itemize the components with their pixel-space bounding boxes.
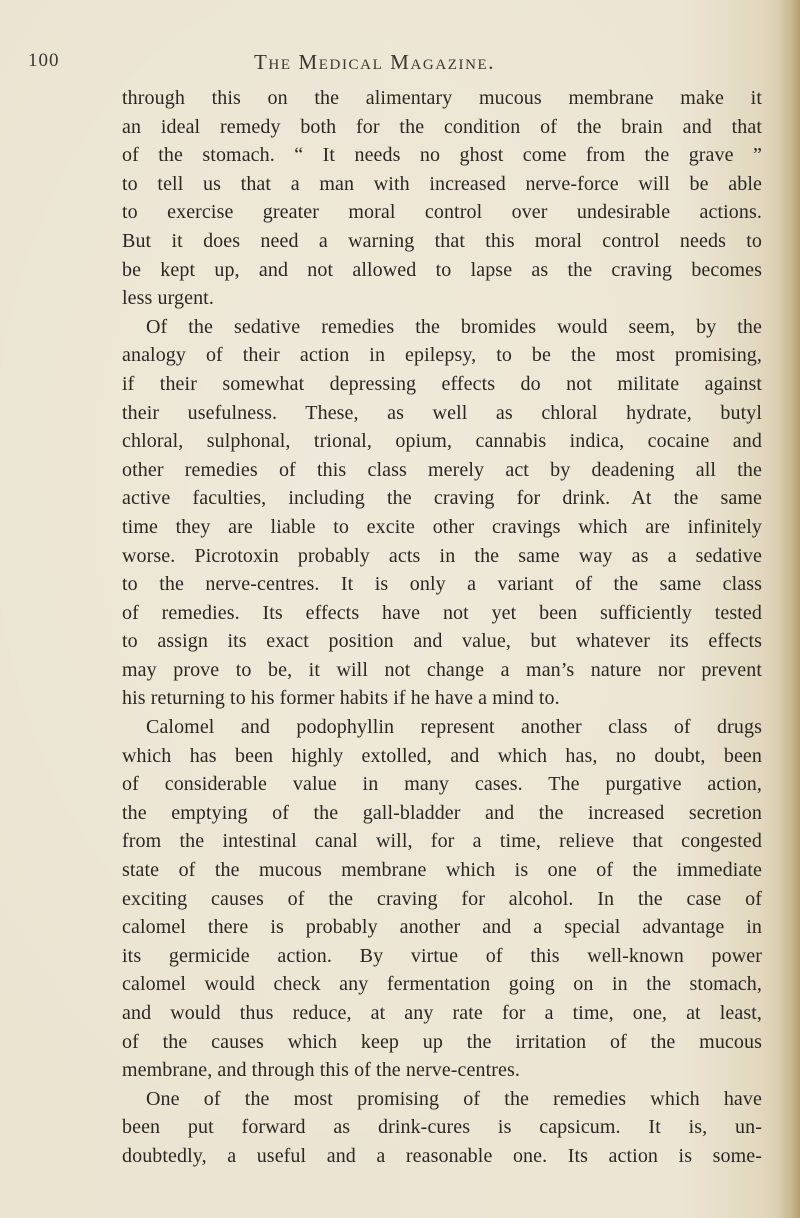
text-line: been put forward as drink-cures is capsicum. It is, un- (122, 1116, 762, 1139)
text-line: and would thus reduce, at any rate for a time, one, at least, (122, 1002, 762, 1024)
body-text (122, 84, 762, 1171)
page-edge-shading (778, 0, 800, 1218)
text-line: their usefulness. These, as well as chloral hydrate, butyl (122, 401, 762, 424)
text-line: which has been highly extolled, and which has, no doubt, been (122, 744, 762, 767)
text-line: chloral, sulphonal, trional, opium, cannabis indica, cocaine and (122, 430, 762, 453)
text-line: analogy of their action in epilepsy, to be the most promising, (122, 344, 762, 367)
text-line: its germicide action. By virtue of this well-known power (122, 944, 762, 967)
text-line: to the nerve-centres. It is only a variant of the same class (122, 573, 762, 596)
text-line: an ideal remedy both for the condition of the brain and that (122, 115, 762, 138)
text-line: worse. Picrotoxin probably acts in the same way as a sedative (122, 544, 762, 567)
text-line: of considerable value in many cases. The purgative action, (122, 773, 762, 796)
text-line: time they are liable to excite other cravings which are infinitely (122, 515, 762, 538)
text-line: calomel there is probably another and a special advantage in (122, 916, 762, 939)
text-line: of the causes which keep up the irritation of the mucous (122, 1030, 762, 1053)
text-line: But it does need a warning that this moral control needs to (122, 229, 762, 252)
text-line: through this on the alimentary mucous membrane make it (122, 87, 762, 109)
text-line: from the intestinal canal will, for a time, relieve that congested (122, 830, 762, 853)
running-title: The Medical Magazine. (254, 50, 496, 74)
text-line: may prove to be, it will not change a man’s nature nor prevent (122, 658, 762, 681)
text-line: membrane, and through this of the nerve-centres. (122, 1059, 520, 1082)
text-line: other remedies of this class merely act by deadening all the (122, 458, 762, 481)
text-line: of the stomach. “ It needs no ghost come from the grave ” (122, 144, 762, 167)
text-line: his returning to his former habits if he have a mind to. (122, 687, 560, 710)
text-line: Of the sedative remedies the bromides would seem, by the (146, 315, 762, 338)
text-line: to assign its exact position and value, but whatever its effects (122, 630, 762, 653)
text-line: of remedies. Its effects have not yet been sufficiently tested (122, 601, 762, 624)
text-line: be kept up, and not allowed to lapse as the craving becomes (122, 258, 762, 281)
text-line: calomel would check any fermentation going on in the stomach, (122, 973, 762, 996)
text-line: One of the most promising of the remedies which have (146, 1087, 762, 1110)
text-line: exciting causes of the craving for alcohol. In the case of (122, 887, 762, 910)
text-line: doubtedly, a useful and a reasonable one. Its action is some- (122, 1144, 762, 1167)
page-number: 100 (28, 50, 60, 71)
text-line: to exercise greater moral control over undesirable actions. (122, 201, 762, 224)
text-line: to tell us that a man with increased nerve-force will be able (122, 172, 762, 195)
text-line: active faculties, including the craving for drink. At the same (122, 487, 762, 510)
text-line: Calomel and podophyllin represent another class of drugs (146, 716, 762, 739)
text-line: if their somewhat depressing effects do not militate against (122, 372, 762, 395)
text-line: the emptying of the gall-bladder and the increased secretion (122, 801, 762, 824)
text-line: less urgent. (122, 287, 214, 310)
running-header (28, 50, 748, 80)
text-line: state of the mucous membrane which is one of the immediate (122, 859, 762, 882)
